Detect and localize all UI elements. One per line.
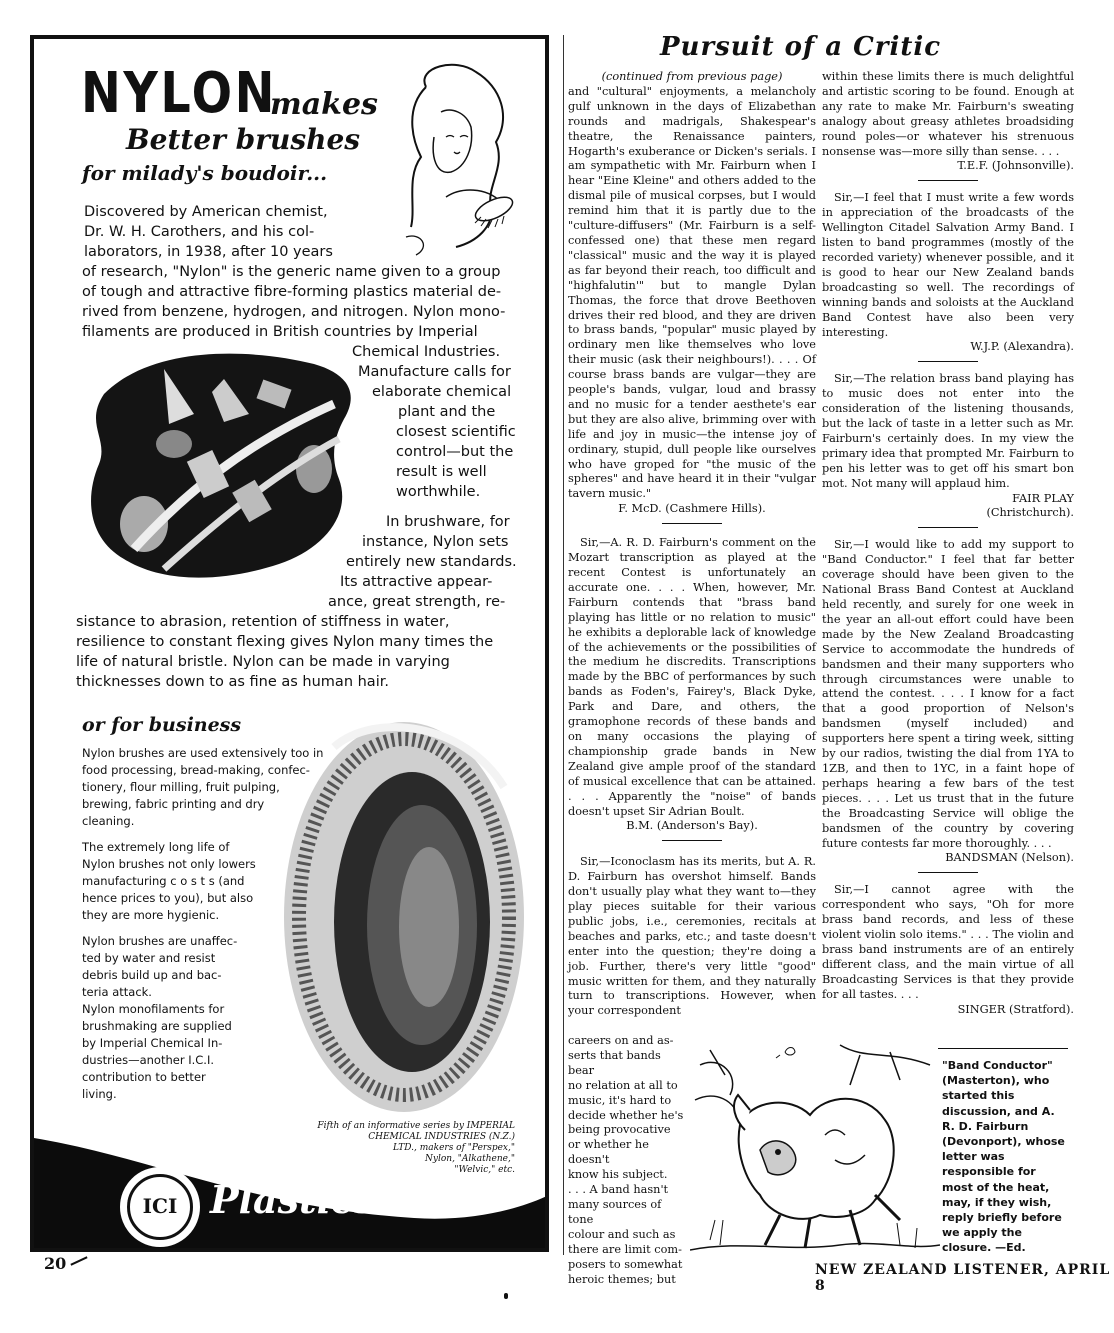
industrial-brush-photo: [264, 707, 534, 1117]
publication-footer: NEW ZEALAND LISTENER, APRIL 8: [815, 1262, 1111, 1294]
ad-body-line: Manufacture calls for: [358, 364, 511, 380]
print-dot: [504, 1293, 508, 1299]
business-line: they are more hygienic.: [82, 908, 220, 922]
business-line: cleaning.: [82, 814, 135, 828]
business-line: ted by water and resist: [82, 951, 216, 965]
business-line: brushmaking are supplied: [82, 1019, 232, 1033]
business-line: Nylon brushes are unaffec-: [82, 934, 238, 948]
letter-text: Sir,—I cannot agree with the correspondent who says, "Oh for more brass band records, and less of these violent violin solo items." . . . The violin and brass band instruments are of an entirely different class, and the main virtue of all Broadcasting Services is that they provide for all tastes. . . .: [822, 883, 1074, 1001]
narrow-line: heroic themes; but: [568, 1272, 676, 1286]
ad-body-line: filaments are produced in British countries by Imperial: [82, 324, 478, 340]
letter-text: within these limits there is much delightful and artistic scoring to be found. Enough at any rate to make Mr. Fairburn's sweating analogy about greasy athletes broadsiding round poles—or whatever his strenuous nonsense was—more silly than sense. . . .: [822, 70, 1074, 158]
letter-signature: (Christchurch).: [986, 506, 1074, 520]
letter-signature: B.M. (Anderson's Bay).: [626, 819, 758, 833]
series-note-line: Nylon, "Alkathene,": [425, 1154, 515, 1164]
article-column-2: [822, 70, 1074, 1017]
business-line: Nylon monofilaments for: [82, 1002, 225, 1016]
business-line: Nylon brushes not only lowers: [82, 857, 256, 871]
nylon-advertisement: [30, 35, 549, 1252]
article-title: Pursuit of a Critic: [660, 32, 942, 62]
letter-signature: F. McD. (Cashmere Hills).: [618, 502, 766, 516]
series-note-line: CHEMICAL INDUSTRIES (N.Z.): [368, 1132, 515, 1142]
column-divider: [563, 35, 564, 1255]
narrow-line: decide whether he's: [568, 1108, 684, 1122]
ad-body-line: laborators, in 1938, after 10 years: [84, 244, 333, 260]
business-heading: or for business: [82, 714, 242, 736]
narrow-line: many sources of tone: [568, 1197, 662, 1226]
letter-separator: [918, 180, 978, 181]
article-column-1: [568, 70, 816, 1019]
letter-text: Sir,—I would like to add my support to "Band Conductor." I feel that far better coverage should have been given to the National Brass Band Contest at Auckland held recently, and surely for one week in the year an all-out effort could have been made by the New Zealand Broadcasting Service to accommodate the hundreds of bandsmen and their many supporters who through circumstances were unable to attend the contest. . . . I know for a fact that a good proportion of Nelson's bandsmen (myself included) and supporters here spent a tiring week, sitting by our radios, twisting the dial from 1YA to 1ZB, and then to 1YC, in a faint hope of perhaps hearing a few bars of the test pieces. . . . Let us trust that in the future the Broadcasting Service will oblige the bandsmen of the country by covering future contests far more thoroughly. . . .: [822, 538, 1074, 850]
business-line: living.: [82, 1087, 117, 1101]
narrow-line: being provocative: [568, 1123, 671, 1137]
letter-signature: T.E.F. (Johnsonville).: [957, 159, 1074, 173]
ad-headline-milady: for milady's boudoir...: [82, 161, 328, 185]
ad-body-line: plant and the: [398, 404, 496, 420]
narrow-line: or whether he doesn't: [568, 1138, 649, 1167]
lady-brushing-hair-illustration: [386, 57, 526, 257]
narrow-line: posers to somewhat: [568, 1257, 683, 1271]
ad-body-line: In brushware, for: [386, 514, 510, 530]
letter-text: and "cultural" enjoyments, a melancholy gulf unknown in the days of Elizabethan rounds and madrigals, Shakespear's theatre, the Renaissance painters, Hogarth's exuberance or Dicken's serials. I am sympathetic with Mr. Fairburn when I hear "Eine Kleine" and others added to the dismal pile of musical corpses, but I would remind him that it is partly due to the "culture-diffusers" (Mr. Fairburn is a self-confessed one) that these men regard "classical" music and the way it is played as far beyond their reach, too difficult and "highfalutin'" but to mangle Dylan Thomas, the force that drove Beethoven drives their red blood, and they are driven to brass bands, "popular" music played by ordinary men like themselves who love their music (ask their neighbours!). . . . Of course brass bands are vulgar—they are people's bands, vulgar, loud and brassy and no music for a tender aesthete's ear but they are also alive, brimming over with life and joy in music—the intense joy of ordinary, stupid, dull people like ourselves who have groped for "the music of the spheres" and have heard it in their "vulgar tavern music.": [568, 84, 816, 501]
narrow-line: serts that bands bear: [568, 1048, 661, 1077]
continued-note: (continued from previous page): [601, 70, 783, 83]
ad-body-line: instance, Nylon sets: [362, 534, 509, 550]
editor-note: "Band Conductor" (Masterton), who started this discussion, and A. R. D. Fairburn (Devonport), whose letter was responsible for most of the heat, may, if they wish, reply briefly before we apply the closure. —Ed.: [942, 1059, 1065, 1255]
series-note-line: LTD., makers of "Perspex,": [393, 1143, 515, 1153]
business-line: dustries—another I.C.I.: [82, 1053, 214, 1067]
letter-signature: BANDSMAN (Nelson).: [945, 851, 1074, 865]
narrow-line: there are limit com-: [568, 1242, 682, 1256]
business-line: tionery, flour milling, fruit pulping,: [82, 780, 280, 794]
ad-body-line: Chemical Industries.: [352, 344, 501, 360]
letter-signature: FAIR PLAY: [1012, 491, 1074, 505]
ad-headline-makes: makes: [270, 87, 378, 122]
business-line: food processing, bread-making, confec-: [82, 763, 310, 777]
ad-body-line: control—but the: [396, 444, 514, 460]
narrow-line: know his subject.: [568, 1168, 668, 1182]
series-note-line: Fifth of an informative series by IMPERIAL: [317, 1121, 515, 1131]
letter-separator: [918, 527, 978, 528]
ad-headline-nylon: NYLON: [81, 61, 277, 126]
letter-signature: W.J.P. (Alexandra).: [970, 340, 1074, 354]
ad-headline-better-brushes: Better brushes: [126, 123, 361, 156]
rhinoceros-cartoon-illustration: [690, 1040, 940, 1255]
business-line: Nylon brushes are used extensively too in: [82, 746, 324, 760]
letter-separator: [662, 523, 722, 524]
ad-body-line: thicknesses down to as fine as human hair.: [76, 674, 389, 690]
letter-text: Sir,—A. R. D. Fairburn's comment on the Mozart transcription as played at the recent Contest is unfortunately an accurate one. . . . When, however, Mr. Fairburn contends that "brass band playing has little or no relation to music" he exhibits a deplorable lack of knowledge of the achievements or the possibilities of the medium he discredits. Transcriptions made by the BBC of performances by such bands as Foden's, Fairey's, Black Dyke, Park and Dare, and others, the gramophone records of these bands and on many occasions the playing of championship grade bands in New Zealand give ample proof of the standard of musical excellence that can be attained. . . . Apparently the "noise" of bands doesn't upset Sir Adrian Boult.: [568, 536, 816, 818]
ad-body-line: result is well: [396, 464, 487, 480]
ad-body-line: life of natural bristle. Nylon can be made in varying: [76, 654, 450, 670]
letter-text: Sir,—I feel that I must write a few words in appreciation of the broadcasts of the Wellington Citadel Salvation Army Band. I listen to band programmes (mostly of the recorded variety) whenever possible, and it is good to hear our New Zealand bands broadcasting so well. The recordings of winning bands and soloists at the Auckland Band Contest have also been very interesting.: [822, 191, 1074, 339]
ad-body-line: Discovered by American chemist,: [84, 204, 328, 220]
series-note-line: "Welvic," etc.: [454, 1165, 515, 1175]
page-mark: [70, 1256, 87, 1265]
narrow-line: no relation at all to: [568, 1078, 678, 1092]
ad-body-line: worthwhile.: [396, 484, 481, 500]
letter-text-narrow: [568, 1034, 688, 1287]
ici-logo: [120, 1167, 200, 1247]
ad-body-line: Its attractive appear-: [340, 574, 493, 590]
narrow-line: . . . A band hasn't: [568, 1183, 669, 1197]
ici-logo-text: ICI: [142, 1194, 178, 1218]
plastics-wordmark: Plastics: [210, 1177, 376, 1222]
narrow-line: careers on and as-: [568, 1034, 674, 1047]
letter-separator: [662, 840, 722, 841]
business-line: manufacturing c o s t s (and: [82, 874, 245, 888]
ad-body-line: sistance to abrasion, retention of stiffness in water,: [76, 614, 450, 630]
business-line: brewing, fabric printing and dry: [82, 797, 265, 811]
ad-body-line: closest scientific: [396, 424, 516, 440]
series-note: [225, 1121, 515, 1176]
ad-body-line: elaborate chemical: [372, 384, 512, 400]
brushes-palette-photo: [74, 334, 374, 604]
business-line: debris build up and bac-: [82, 968, 222, 982]
ad-body-line: entirely new standards.: [346, 554, 517, 570]
ad-body-line: ance, great strength, re-: [328, 594, 506, 610]
business-line: teria attack.: [82, 985, 152, 999]
letter-signature: SINGER (Stratford).: [957, 1002, 1074, 1016]
business-line: contribution to better: [82, 1070, 206, 1084]
page-number: 20: [44, 1254, 67, 1273]
narrow-line: colour and such as: [568, 1227, 676, 1241]
business-line: hence prices to you), but also: [82, 891, 254, 905]
ad-body-line: resilience to constant flexing gives Nylon many times the: [76, 634, 494, 650]
business-line: The extremely long life of: [82, 840, 230, 854]
letter-separator: [918, 872, 978, 873]
letter-separator: [918, 361, 978, 362]
ad-body-line: of tough and attractive fibre-forming plastics material de-: [82, 284, 502, 300]
ad-body-line: of research, "Nylon" is the generic name given to a group: [82, 264, 501, 280]
ad-body-line: rived from benzene, hydrogen, and nitrogen. Nylon mono-: [82, 304, 506, 320]
letter-text: Sir,—The relation brass band playing has to music does not enter into the consideration of the listening thousands, but the lack of taste in a letter such as Mr. Fairburn's certainly does. In my view the primary idea that prompted Mr. Fairburn to pen his letter was to get off his smart bon mot. Not many will applaud him.: [822, 372, 1074, 490]
narrow-line: music, it's hard to: [568, 1093, 672, 1107]
business-line: by Imperial Chemical In-: [82, 1036, 223, 1050]
letter-text: Sir,—Iconoclasm has its merits, but A. R. D. Fairburn has overshot himself. Bands don't usually play what they want to—they play pieces suitable for their various public jobs, i.e., ceremonies, recitals at beaches and parks, etc.; and taste doesn't enter into the question; they're doing a job. Further, there's very little "good" music written for them, and they naturally turn to transcriptions. However, when your correspondent: [568, 855, 816, 1018]
ad-body-line: Dr. W. H. Carothers, and his col-: [84, 224, 315, 240]
editor-note-rule: [938, 1048, 1068, 1049]
